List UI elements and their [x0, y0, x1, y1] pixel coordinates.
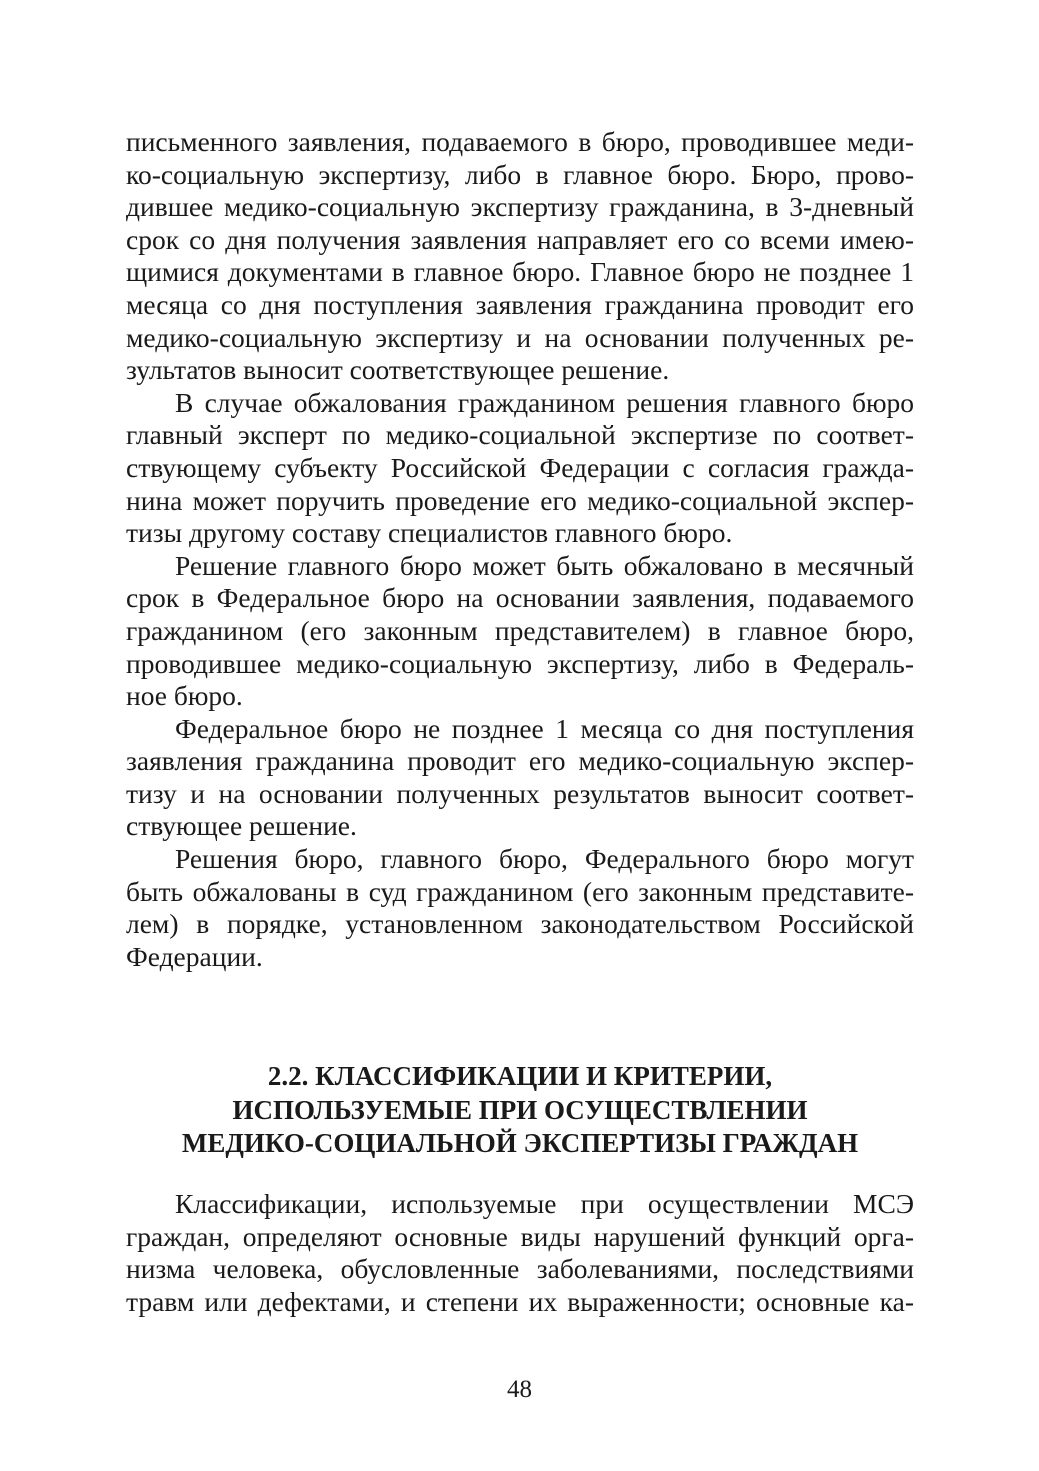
text-line: нина может поручить проведение его медико-социальной экспер-	[126, 484, 914, 516]
text-line: срок со дня получения заявления направляет его со всеми имею-	[126, 223, 914, 255]
page-number: 48	[507, 1376, 532, 1403]
text-line: проводившее медико-социальную экспертизу, либо в Федераль-	[126, 647, 914, 679]
text-line: тизы другому составу специалистов главного бюро.	[126, 517, 733, 549]
text-line: срок в Федеральное бюро на основании заявления, подаваемого	[126, 582, 914, 614]
text-line: дившее медико-социальную экспертизу гражданина, в 3-дневный	[126, 191, 914, 223]
text-line: тизу и на основании полученных результатов выносит соответ-	[126, 777, 914, 809]
text-line: месяца со дня поступления заявления гражданина проводит его	[126, 288, 914, 320]
text-line: заявления гражданина проводит его медико-социальную экспер-	[126, 745, 914, 777]
text-line: зультатов выносит соответствующее решение.	[126, 354, 670, 386]
text-line: Федеральное бюро не позднее 1 месяца со дня поступления	[175, 712, 914, 744]
text-line: главный эксперт по медико-социальной экспертизе по соответ-	[126, 419, 914, 451]
text-line: письменного заявления, подаваемого в бюро, проводившее меди-	[126, 126, 914, 157]
heading-line: МЕДИКО-СОЦИАЛЬНОЙ ЭКСПЕРТИЗЫ ГРАЖДАН	[181, 1128, 859, 1158]
text-line: медико-социальную экспертизу и на основании полученных ре-	[126, 321, 914, 353]
text-line: лем) в порядке, установленном законодательством Российской	[126, 908, 914, 940]
text-line: ко-социальную экспертизу, либо в главное бюро. Бюро, прово-	[126, 158, 914, 190]
body-text-top	[126, 126, 914, 973]
text-line: ствующее решение.	[126, 810, 357, 842]
text-line: щимися документами в главное бюро. Главное бюро не позднее 1	[126, 256, 914, 288]
text-line: гражданином (его законным представителем) в главное бюро,	[126, 614, 914, 646]
text-line: быть обжалованы в суд гражданином (его законным представите-	[126, 875, 914, 907]
text-line: граждан, определяют основные виды нарушений функций орга-	[126, 1220, 914, 1252]
text-line: низма человека, обусловленные заболеваниями, последствиями	[126, 1253, 914, 1285]
text-line: Классификации, используемые при осуществлении МСЭ	[175, 1188, 914, 1219]
text-line: Федерации.	[126, 940, 263, 972]
heading-line: ИСПОЛЬЗУЕМЫЕ ПРИ ОСУЩЕСТВЛЕНИИ	[232, 1094, 808, 1125]
text-line: Решение главного бюро может быть обжаловано в месячный	[175, 549, 914, 581]
section-heading	[126, 1060, 914, 1161]
text-line: травм или дефектами, и степени их выраженности; основные ка-	[126, 1285, 914, 1317]
text-line: Решения бюро, главного бюро, Федерального бюро могут	[175, 843, 914, 875]
text-line: В случае обжалования гражданином решения главного бюро	[175, 386, 914, 418]
heading-line: 2.2. КЛАССИФИКАЦИИ И КРИТЕРИИ,	[267, 1061, 773, 1091]
text-line: ное бюро.	[126, 680, 243, 712]
text-line: ствующему субъекту Российской Федерации с согласия гражда-	[126, 451, 914, 483]
body-text-bottom	[126, 1188, 914, 1318]
